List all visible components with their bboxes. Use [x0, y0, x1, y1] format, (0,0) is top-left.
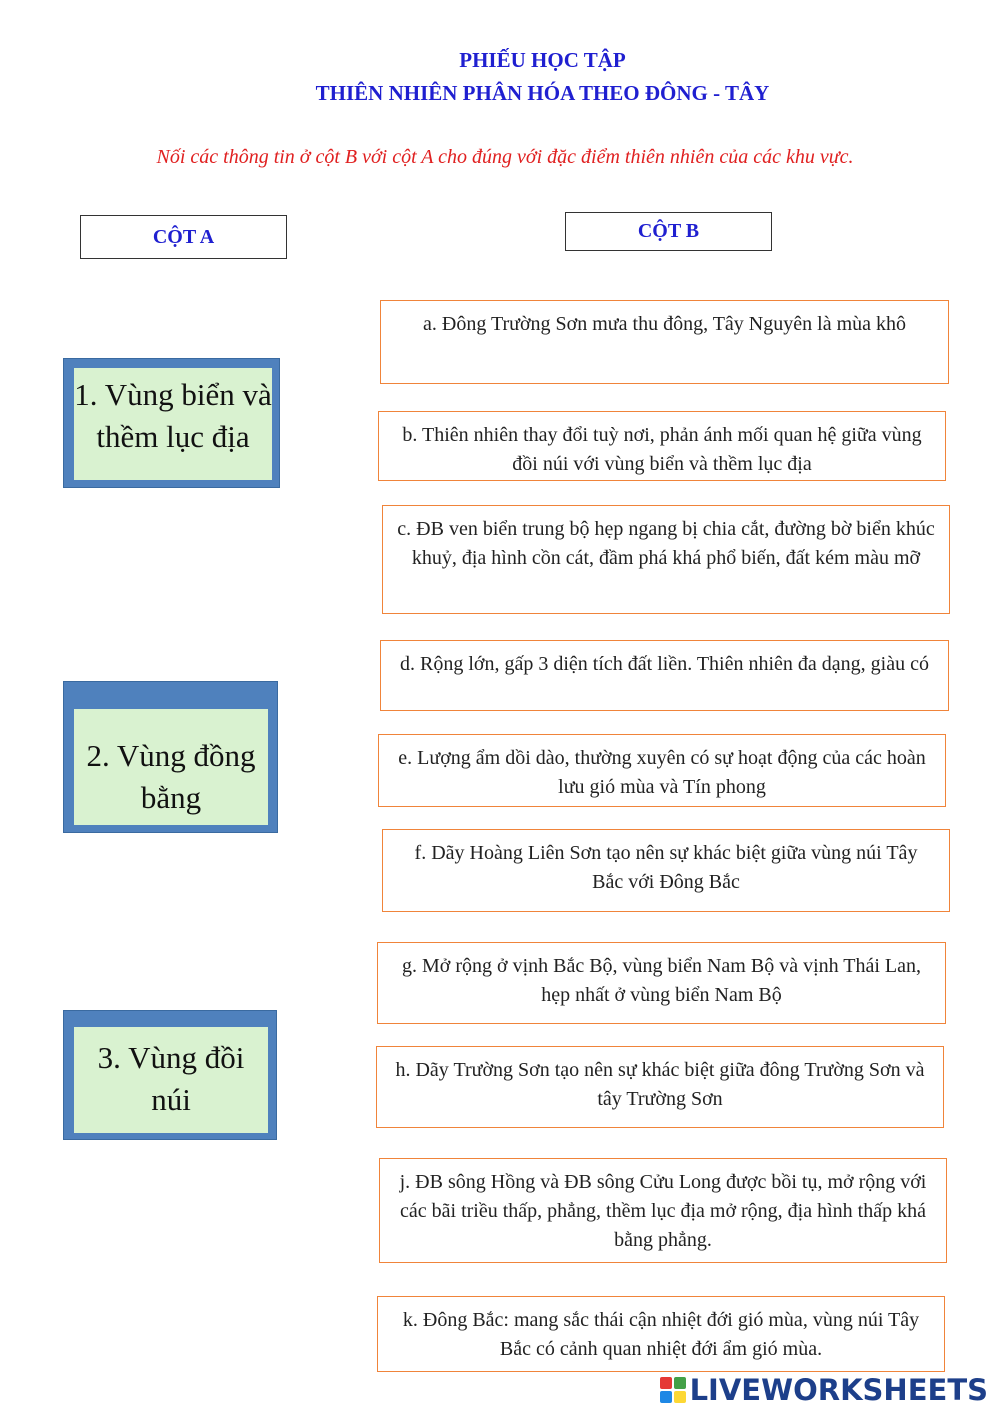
column-b-item-b[interactable]: b. Thiên nhiên thay đổi tuỳ nơi, phản ánh mối quan hệ giữa vùng đồi núi với vùng biển và thềm lục địa — [378, 411, 946, 481]
column-a-item-1[interactable] — [63, 358, 280, 488]
column-b-header: CỘT B — [565, 212, 772, 251]
liveworksheets-logo — [660, 1372, 988, 1408]
column-a-header: CỘT A — [80, 215, 287, 259]
column-b-item-a[interactable]: a. Đông Trường Sơn mưa thu đông, Tây Nguyên là mùa khô — [380, 300, 949, 384]
worksheet-title: PHIẾU HỌC TẬP — [459, 48, 626, 72]
column-b-item-f[interactable]: f. Dãy Hoàng Liên Sơn tạo nên sự khác biệt giữa vùng núi Tây Bắc với Đông Bắc — [382, 829, 950, 912]
column-b-item-k[interactable]: k. Đông Bắc: mang sắc thái cận nhiệt đới gió mùa, vùng núi Tây Bắc có cảnh quan nhiệt đới ẩm gió mùa. — [377, 1296, 945, 1372]
liveworksheets-logo-icon — [660, 1377, 686, 1403]
worksheet-subtitle: THIÊN NHIÊN PHÂN HÓA THEO ĐÔNG - TÂY — [315, 81, 770, 105]
column-a-item-3[interactable] — [63, 1010, 277, 1140]
column-b-item-d[interactable]: d. Rộng lớn, gấp 3 diện tích đất liền. Thiên nhiên đa dạng, giàu có — [380, 640, 949, 711]
column-a-item-label: 3. Vùng đồi núi — [74, 1027, 268, 1133]
column-a-item-label: 2. Vùng đồng bằng — [74, 709, 268, 825]
instruction-text: Nối các thông tin ở cột B với cột A cho đúng với đặc điểm thiên nhiên của các khu vực. — [156, 146, 854, 168]
column-a-item-2[interactable] — [63, 681, 278, 833]
liveworksheets-logo-text: LIVEWORKSHEETS — [689, 1373, 988, 1407]
column-b-item-j[interactable]: j. ĐB sông Hồng và ĐB sông Cửu Long được bồi tụ, mở rộng với các bãi triều thấp, phẳng, thềm lục địa mở rộng, địa hình thấp khá bằng phẳng. — [379, 1158, 947, 1263]
column-b-item-g[interactable]: g. Mở rộng ở vịnh Bắc Bộ, vùng biển Nam Bộ và vịnh Thái Lan, hẹp nhất ở vùng biển Nam Bộ — [377, 942, 946, 1024]
column-b-item-e[interactable]: e. Lượng ẩm dồi dào, thường xuyên có sự hoạt động của các hoàn lưu gió mùa và Tín phong — [378, 734, 946, 807]
column-b-item-h[interactable]: h. Dãy Trường Sơn tạo nên sự khác biệt giữa đông Trường Sơn và tây Trường Sơn — [376, 1046, 944, 1128]
column-a-item-label: 1. Vùng biển và thềm lục địa — [74, 368, 272, 480]
column-b-item-c[interactable]: c. ĐB ven biển trung bộ hẹp ngang bị chia cắt, đường bờ biển khúc khuỷ, địa hình cồn cát, đầm phá khá phổ biến, đất kém màu mỡ — [382, 505, 950, 614]
